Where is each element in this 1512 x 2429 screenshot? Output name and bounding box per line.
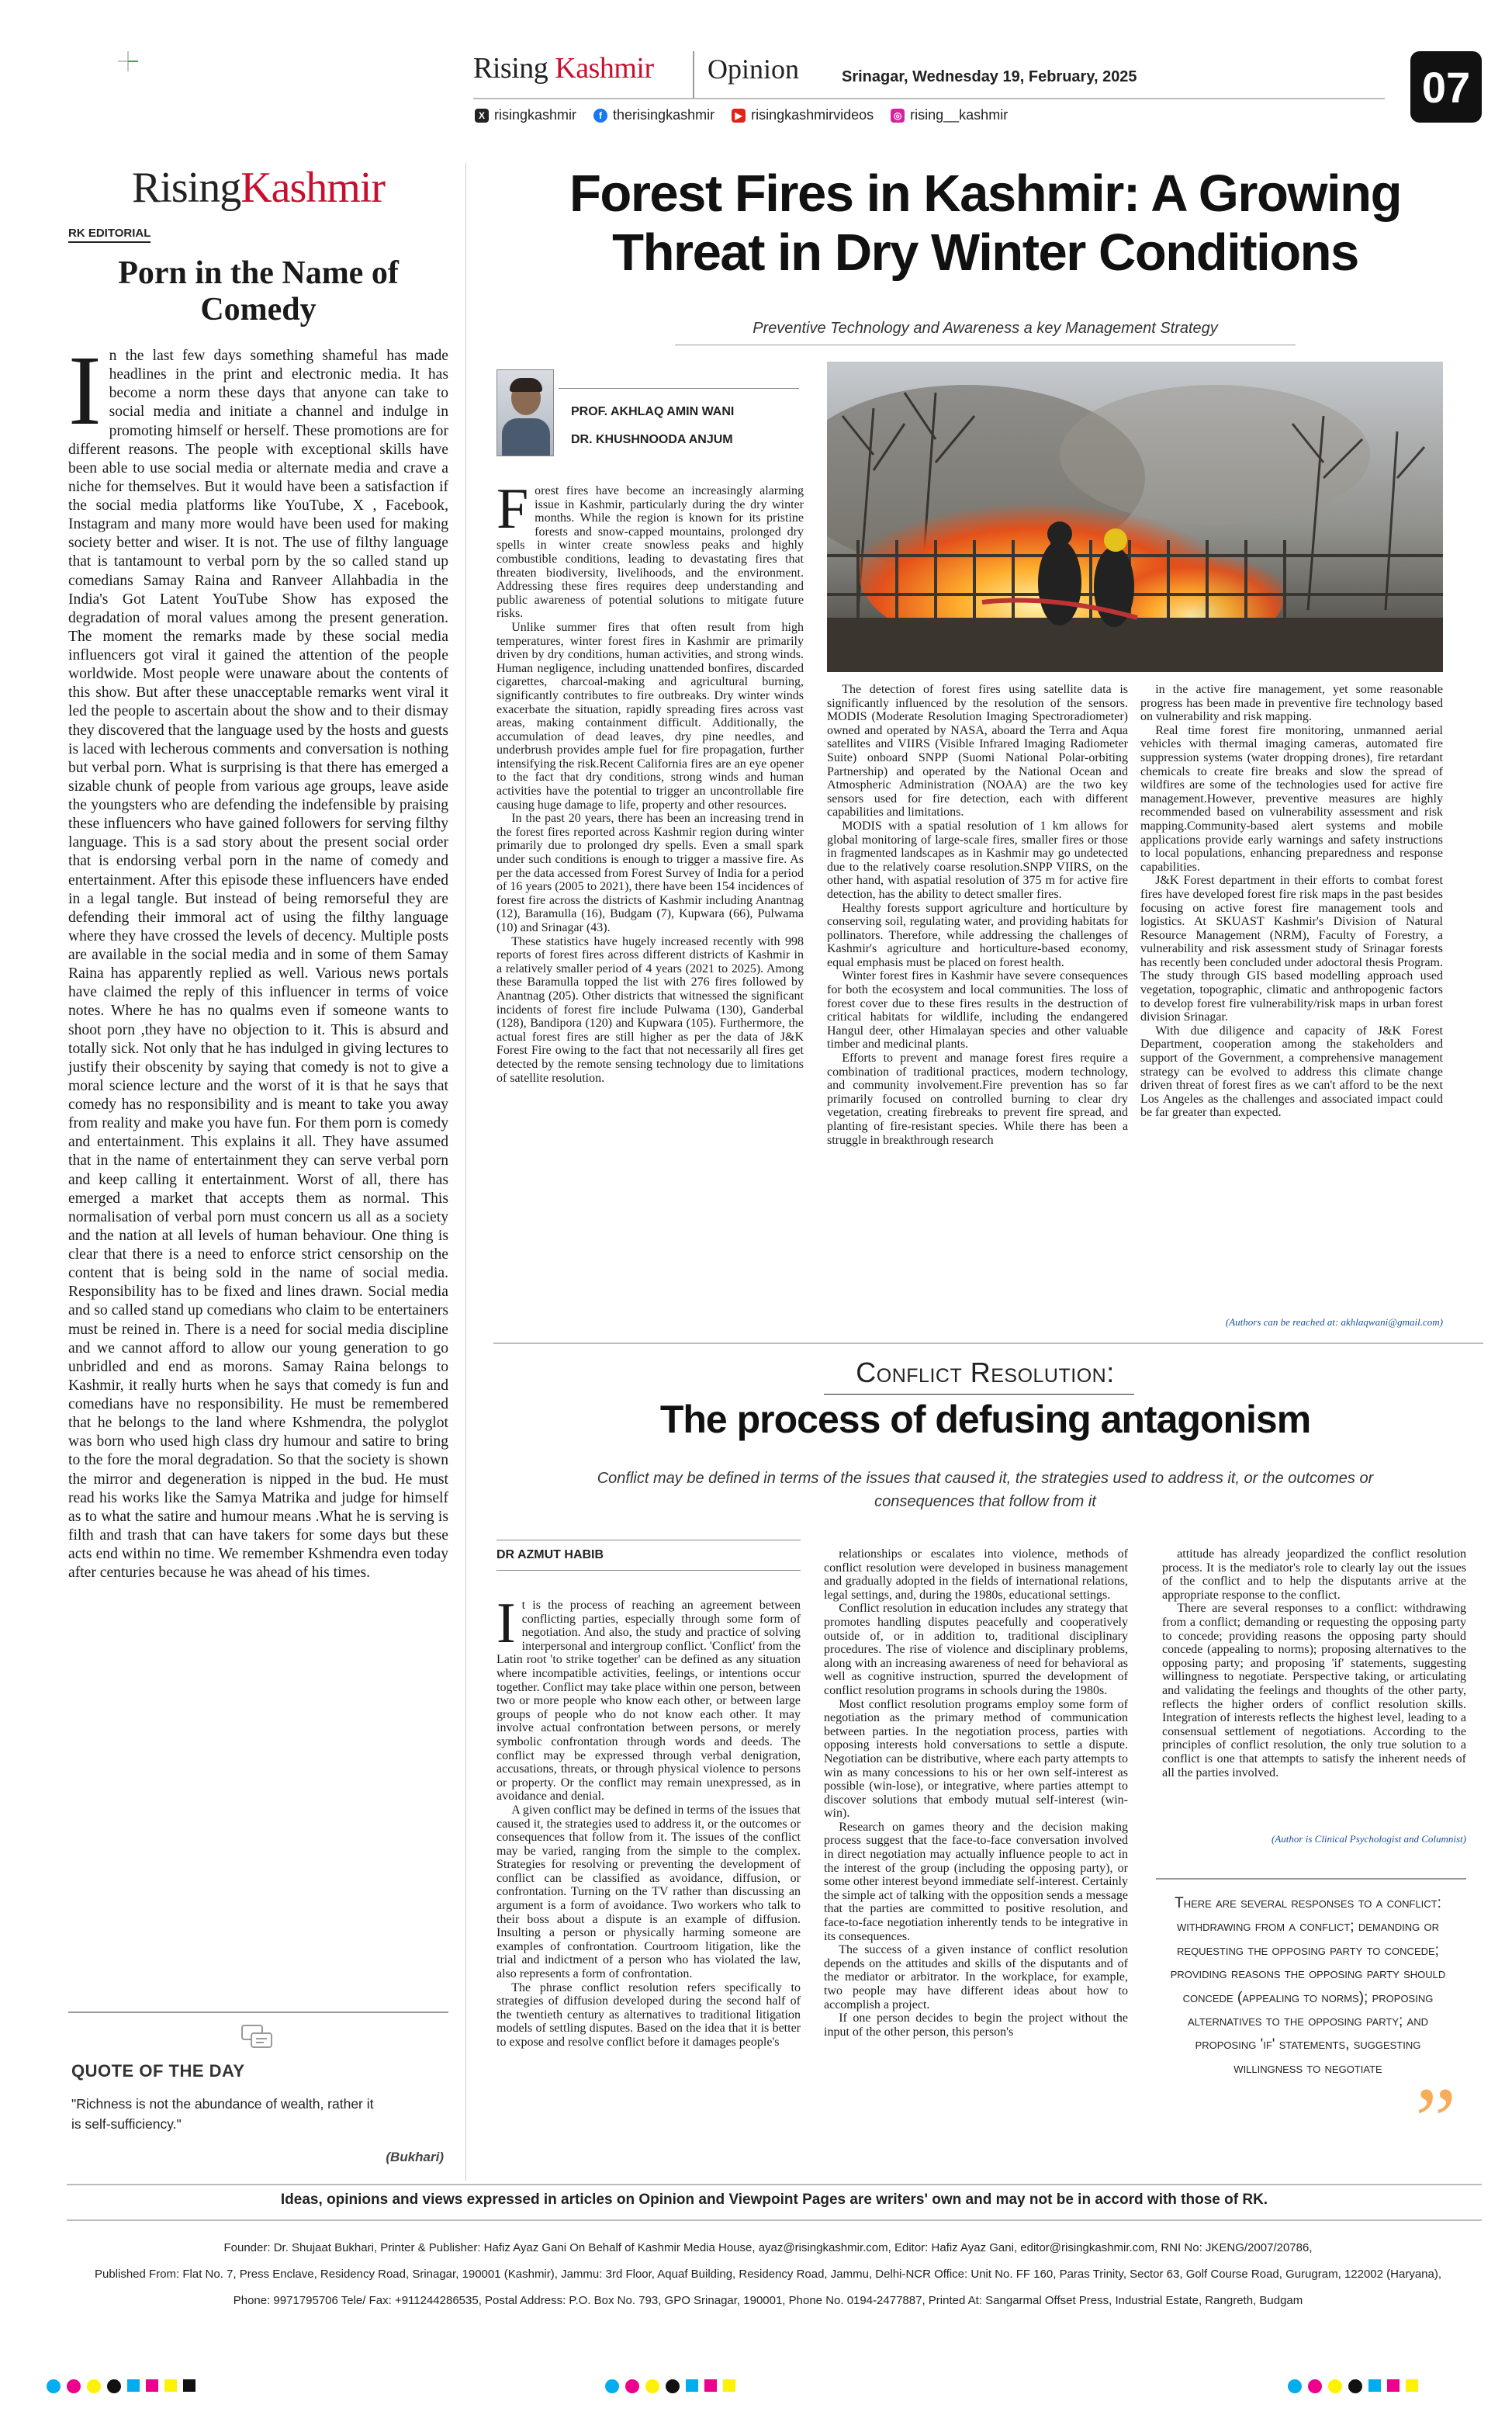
speech-bubble-icon: [240, 2024, 275, 2052]
social-x[interactable]: X risingkashmir: [475, 107, 576, 123]
second-headline: The process of defusing antagonism: [659, 1398, 1311, 1441]
social-facebook[interactable]: f therisingkashmir: [593, 107, 714, 123]
editorial-column: [68, 163, 448, 1582]
quote-title: QUOTE OF THE DAY: [71, 2061, 245, 2081]
facebook-icon: f: [593, 109, 607, 123]
social-instagram[interactable]: ◎ rising__kashmir: [891, 107, 1008, 123]
author-photo: [497, 369, 554, 456]
kicker-underline: [824, 1394, 1134, 1395]
imprint-line-1: Founder: Dr. Shujaat Bukhari, Printer & Publisher: Hafiz Ayaz Gani On Behalf of Kashmir Media House, ayaz@risingkashmir.com, Editor: Hafiz Ayaz Gani, editor@risingkashmir.com, RNI No: JKENG/2007/20786,: [223, 2241, 1313, 2254]
footer-disclaimer: Ideas, opinions and views expressed in articles on Opinion and Viewpoint Pages are writers' own and may not be in accord with those of RK.: [280, 2192, 1268, 2208]
social-youtube[interactable]: ▶ risingkashmirvideos: [732, 107, 874, 123]
page-number: 07: [1410, 51, 1482, 123]
paragraph: orest fires have become an increasingly alarming issue in Kashmir, particularly during the dry winter months. While the region is known for its pristine forests and snow-capped mountains, prolonged dry spells in winter create snowless peaks and highly combustible conditions, leading to devastating fires that threaten biodiversity, livelihoods, and the environment. Addressing these fires requires deep understanding and public awareness of potential solutions to mitigate future risks.: [497, 484, 804, 621]
paragraph: In the past 20 years, there has been an increasing trend in the forest fires reported across Kashmir region during winter primarily due to prolonged dry spells. Even a small spark under such conditions is enough to trigger a massive fire. As per the data accessed from Forest Survey of India for a period of 16 years (2005 to 2021), there have been 154 incidences of forest fire across the districts of Kashmir including Anantnag (12), Baramulla (16), Budgam (7), Kupwara (66), Pulwama (10) and Srinagar (43).: [497, 812, 804, 934]
paragraph: The detection of forest fires using satellite data is significantly influenced by the resolution of the sensors. MODIS (Moderate Resolution Imaging Spectroradiometer) owned and operated by NASA, aboard the Terra and Aqua satellites and VIIRS (Visible Infrared Imaging Radiometer Suite) onboard SNPP (Suomi National Polar-orbiting Partnership) and operated by the National Ocean and Atmospheric Administration (NOAA) are the two key sensors used for fire detection, each with different capabilities and limitations.: [827, 683, 1128, 819]
editorial-dropcap: I: [68, 335, 102, 446]
column-divider: [465, 163, 466, 2181]
instagram-icon: ◎: [891, 109, 905, 123]
header-divider: [693, 51, 694, 98]
lead-column-3: [1140, 683, 1443, 1319]
print-color-bar-left: [47, 2379, 195, 2393]
editorial-tag: RK EDITORIAL: [68, 227, 151, 243]
second-byline-block: [497, 1540, 801, 1571]
social-links: [475, 107, 1008, 123]
paragraph: The success of a given instance of conflict resolution depends on the attitudes and skills of the disputants and of the mediator or arbitrator. In the workplace, for example, two people may have different ideas about how to accomplish a project.: [824, 1943, 1128, 2011]
lead-deck: Preventive Technology and Awareness a key Management Strategy: [753, 320, 1218, 337]
paragraph: A given conflict may be defined in terms of the issues that caused it, the strategies used to address it, or the outcomes or consequences that follow from it. The issues of the conflict may be varied, ranging from the simple to the complex. Strategies for resolving or preventing the development of conflict can be classified as avoidance, diffusion, or confrontation. Turning on the TV rather than discussing an argument is a form of avoidance. Two workers who talk to their boss about a dispute is an example of diffusion. Insulting a person or physically harming someone are examples of confrontation. Courtroom litigation, like the trial and indictment of a person who has violated the law, also represents a form of confrontation.: [497, 1803, 801, 1981]
paragraph: Conflict resolution in education includes any strategy that promotes handling disputes peacefully and cooperatively outside of, or in addition to, traditional disciplinary procedures. The rise of violence and disciplinary problems, along with an increasing awareness of need for behavioral as well as cognitive instruction, spurred the development of conflict resolution programs in schools during the 1980s.: [824, 1602, 1128, 1697]
lead-col1-text: [497, 484, 804, 1085]
paragraph: t is the process of reaching an agreement between conflicting parties, especially through some form of negotiation. And also, the study and practice of solving interpersonal and intergroup conflict. 'Conflict' from the Latin root 'to strike together' can be defined as any situation where incompatible activities, feelings, or intentions occur together. Conflict may take place within one person, between two or more people who know each other, or between large groups of people who do not know each other. It may involve actual confrontation between persons, or merely symbolic confrontation through words and deeds. The conflict may be expressed through verbal denigration, accusations, threats, or through physical violence to persons or property. Or the conflict may remain unexpressed, as in avoidance and denial.: [497, 1599, 801, 1804]
paragraph: Healthy forests support agriculture and horticulture by conserving soil, regulating water, and providing habitats for pollinators. Therefore, while addressing the challenges of Kashmir's agriculture and horticulture-based economy, equal emphasis must be placed on forest health.: [827, 901, 1128, 969]
second-column-1: [497, 1599, 801, 2188]
second-column-3: [1162, 1547, 1466, 1828]
masthead-logo: Rising Kashmir: [473, 52, 654, 85]
dateline: Srinagar, Wednesday 19, February, 2025: [842, 68, 1137, 85]
paragraph: attitude has already jeopardized the conflict resolution process. It is the mediator's role to clearly lay out the issues of the conflict and to help the disputants arrive at the appropriate response to the conflict.: [1162, 1547, 1466, 1602]
lead-author-credit: (Authors can be reached at: akhlaqwani@gmail.com): [1225, 1316, 1443, 1328]
second-deck: Conflict may be defined in terms of the issues that caused it, the strategies used to address it, or the outcomes or consequences that follow from it: [597, 1470, 1374, 1510]
author-name-2: DR. KHUSHNOODA ANJUM: [571, 433, 733, 446]
paragraph: With due diligence and capacity of J&K Forest Department, cooperation among the stakeholders and support of the Government, a comprehensive management strategy can be evolved to address this climate change driven threat of forest fires as we can't afford to be the next Los Angeles as the challenges and associated impact could be far greater than expected.: [1140, 1024, 1443, 1120]
print-color-bar-right: [1288, 2379, 1418, 2393]
paragraph: The phrase conflict resolution refers specifically to strategies of diffusion developed during the second half of the twentieth century as alternatives to traditional litigation models of settling disputes. Based on the idea that it is better to expose and resolve conflict before it damages people's: [497, 1980, 801, 2049]
second-author-credit: (Author is Clinical Psychologist and Columnist): [1272, 1833, 1466, 1845]
lead-dropcap: F: [497, 484, 529, 541]
lead-headline: Forest Fires in Kashmir: A Growing Threat in Dry Winter Conditions: [569, 165, 1402, 282]
quote-text: "Richness is not the abundance of wealth, rather it is self-sufficiency.": [71, 2096, 374, 2133]
lead-column-2: [827, 683, 1128, 1335]
editorial-logo: RisingKashmir: [131, 164, 386, 212]
imprint-line-3: Phone: 9971795706 Tele/ Fax: +911244286535, Postal Address: P.O. Box No. 793, GPO Srinagar, 190001, Phone No. 0194-2477887, Printed At: Sangarmal Offset Press, Industrial Estate, Rangreth, Budgam: [233, 2294, 1303, 2307]
youtube-icon: ▶: [732, 109, 746, 123]
footer-rule-2: [67, 2219, 1482, 2221]
imprint-line-2: Published From: Flat No. 7, Press Enclave, Residency Road, Srinagar, 190001 (Kashmir), Jammu: 3rd Floor, Aquaf Building, Residency Road, Jammu, Delhi-NCR Office: Unit No. FF 160, Paras Trinity, Sector 63, Golf Course Road, Gurugram, 122002 (Haryana),: [94, 2268, 1442, 2281]
lead-column-1: [497, 484, 804, 1493]
paragraph: J&K Forest department in their efforts to combat forest fires have developed forest fire risk maps in the past besides focusing on active forest fire management tools and logistics. At SKUAST Kashmir's Division of Natural Resource Management (NRM), Faculty of Forestry, a vulnerability and risk assessment study of Srinagar forests has recently been concluded under adoctoral thesis Program. The study through GIS based modelling approach used vegetation, topographic, climatic and anthropogenic factors to develop forest fire vulnerability/risk maps in urban forest division Srinagar.: [1140, 874, 1443, 1024]
editorial-text: n the last few days something shameful has made headlines in the print and electronic media. It has become a norm these days that anyone can take to social media and initiate a channel and indulge in promoting himself or herself. These promotions are for different reasons. The people with exceptional skills have been able to use social media or alternate media and crave a niche for themselves. But it would have been a satisfaction if the social media platforms like YouTube, X , Facebook, Instagram and many more would have been used for making society better and wiser. It is not. The use of filthy language that is tantamount to verbal porn by the so called stand up comedians Samay Raina and Ranveer Allahbadia in the India's Got Latent YouTube Show has exposed the degradation of moral values among the present generation. The moment the remarks made by these social media influencers got viral it gained the attention of the people worldwide. Most people were unaware about the contents of this show. But after these unacceptable remarks went viral it led the people to ascertain about the show and to their dismay they discovered that the language used by the hosts and guests is laced with lecherous comments and conversation is nothing but verbal porn. What is surprising is that there has emerged a sizable chunk of people from various age groups, leave aside the youngsters who are defending the indefensible by praising these influencers who have gained followers for serving filthy language. This is a sad story about the present social order that is endorsing verbal porn in the name of comedy and entertainment. After this episode these influencers have ended in a legal tangle. But instead of being remorseful they are defending their immoral act of using the filthy language where they have crossed the levels of decency. Multiple posts are available in the social media and in some of them Samay Raina has apparently replied as well. Various news portals have claimed the reply of this influencer in terms of voice notes. Where he has no qualms even if someone wants to shoot porn ,they have no objection to it. This is absurd and totally sick. Not only that he has indulged in giving lectures to justify their obscenity by saying that comedy is not to give a moral science lecture and the worst of it is that he says that comedy has no responsibility and is meant to take you away from reality and make you have fun. For them porn is comedy and entertainment. This explains it all. They have assumed that in the name of entertainment they can serve verbal porn and keep calling it entertainment. Worst of all, there has emerged a market that accepts them as normal. This normalisation of verbal porn must concern us all as a society and the nation at all levels of human behaviour. One thing is clear that there is a need to enforce strict censorship on the content that is being sold in the name of social media. Responsibility has to be fixed and lines drawn. Social media and so called stand up comedians who claim to be entertainers must be reined in. There is a need for social media discipline and we cannot afford to allow our young generation to go unbridled and end as morons. Samay Raina belongs to Kashmir, it really hurts when he says that comedy is fun and comedians have no responsibility. He must be remembered that he belongs to the land where Kshmendra, the polyglot was born who used high class dry humour and satire to bring to the fore the moral degradation. So that the society is shown the mirror and degeneration is nipped in the bud. He must read his works like the Samya Matrika and judge for himself as to what the satire and humour means .What he is serving is filth and trash that can have takers for some days but these acts end within no time. We remember Kshmendra even today after centuries because he was ahead of his times.: [68, 348, 448, 1582]
paragraph: relationships or escalates into violence, methods of conflict resolution were developed in business management and gradually adopted in the fields of international relations, legal settings, and, during the 1980s, educational settings.: [824, 1547, 1128, 1602]
paragraph: MODIS with a spatial resolution of 1 km allows for global monitoring of large-scale fires, smaller fires or those in fragmented landscapes as in Kashmir may go undetected due to the relatively coarse resolution.SNPP VIIRS, on the other hand, with aspatial resolution of 375 m for active fire detection, has the ability to detect smaller fires.: [827, 819, 1128, 901]
section-rule: [493, 1343, 1483, 1344]
print-color-bar-center: [605, 2379, 735, 2393]
quote-attribution: (Bukhari): [386, 2150, 444, 2164]
registration-mark-icon: [116, 50, 140, 73]
paragraph: in the active fire management, yet some reasonable progress has been made in preventive fire technology based on vulnerability and risk mapping.: [1140, 683, 1443, 724]
paragraph: There are several responses to a conflict: withdrawing from a conflict; demanding or requesting the opposing party to concede; providing reasons the opposing party should concede (appealing to norms); proposing alternatives to the opposing party; and proposing 'if' statements, suggesting willingness to negotiate. Perspective taking, or articulating and validating the feelings and thoughts of the other party, reflects the higher orders of conflict resolution skills. Integration of interests reflects the highest level, leading to a consensual settlement of negotiations. According to the principles of conflict resolution, the only true solution to a conflict is one that attempts to satisfy the inherent needs of all the parties involved.: [1162, 1602, 1466, 1779]
pull-quote-box: [1156, 1878, 1466, 2178]
paragraph: If one person decides to begin the project without the input of the other person, this person's: [824, 2011, 1128, 2039]
author-name-1: PROF. AKHLAQ AMIN WANI: [571, 405, 735, 418]
paragraph: Most conflict resolution programs employ some form of negotiation as the primary method of communication between parties. In the negotiation process, parties with opposing interests hold conversations to settle a dispute. Negotiation can be distributive, where each party attempts to win as many concessions to his or her own self-interest as possible (win-lose), or integrative, where parties attempt to discover solutions that embody mutual self-interest (win-win).: [824, 1697, 1128, 1821]
editorial-title: Porn in the Name of Comedy: [118, 255, 399, 328]
paragraph: Efforts to prevent and manage forest fires require a combination of traditional practices, modern technology, and community involvement.Fire prevention has so far primarily focused on controlled burning to clear dry vegetation, creating firebreaks to prevent fire spread, and planting of fire-resistant species. While there has been a struggle in breakthrough research: [827, 1052, 1128, 1147]
second-kicker: Conflict Resolution:: [856, 1357, 1115, 1388]
paragraph: Research on games theory and the decision making process suggest that the face-to-face conversation involved in direct negotiation may actually influence people to act in the interest of the group (including the opposing party), or some other interest beyond immediate self-interest. Certainly the simple act of talking with the opposition sends a message that the parties are committed to positive resolution, and face-to-face negotiation inherently tends to be integrative in its consequences.: [824, 1820, 1128, 1943]
paragraph: Winter forest fires in Kashmir have severe consequences for both the ecosystem and local communities. The loss of forest cover due to these fires results in the destruction of critical habitats for wildlife, including the endangered Hangul deer, other Himalayan species and other valuable timber and medicinal plants.: [827, 969, 1128, 1052]
pull-quote: There are several responses to a conflict: withdrawing from a conflict; demanding or requesting the opposing party to concede; providing reasons the opposing party should concede (appealing to norms); proposing alternatives to the opposing party; and proposing 'if' statements, suggesting willingness to negotiate: [1170, 1895, 1446, 2077]
paragraph: These statistics have hugely increased recently with 998 reports of forest fires across different districts of Kashmir in a relatively smaller period of 4 years (2021 to 2025). Among these Baramulla topped the list with 276 fires followed by Anantnag (205). Other districts that witnessed the significant incidents of forest fire include Pulwama (130), Ganderbal (128), Bandipora (120) and Kupwara (105). Furthermore, the actual forest fires are still higher as per the data of J&K Forest Fire owing to the fact that not necessarily all fires get detected by the remote sensing technology due to limitations of satellite resolution.: [497, 934, 804, 1085]
second-col1-text: [497, 1599, 801, 2050]
second-byline: DR AZMUT HABIB: [497, 1548, 604, 1561]
footer-rule: [67, 2184, 1482, 2185]
paragraph: Unlike summer fires that often result from high temperatures, winter forest fires in Kashmir are primarily driven by dry conditions, human activities, and strong winds. Human negligence, including unattended bonfires, discarded cigarettes, charcoal-making and agricultural burning, significantly contributes to fire outbreaks. Dry winter winds exacerbate the situation, rapidly spreading fires across vast areas, making containment difficult. Additionally, the accumulation of dead leaves, dry pine needles, and underbrush provides ample fuel for fire propagation, further intensifying the risk.Recent California fires are an eye opener to the fact that dry conditions, strong winds and human activities have the potential to trigger an uncontrollable fire causing huge damage to life, property and other resources.: [497, 620, 804, 812]
x-icon: X: [475, 109, 489, 123]
section-name: Opinion: [708, 54, 800, 85]
pull-quote-mark-icon: ”: [1415, 2068, 1457, 2171]
forest-fire-photo: [827, 362, 1443, 672]
second-dropcap: I: [497, 1599, 516, 1655]
paragraph: Real time forest fire monitoring, unmanned aerial vehicles with thermal imaging cameras, automated fire suppression systems (water dropping drones), fire retardant chemicals to create fire breaks and slow the spread of wildfires are some of the technologies used for active fire management.However, preventive measures are highly recommended based on vulnerability assessment and risk mapping.Community-based alert systems and mobile applications provide early warnings and safety instructions to local populations, enhancing preparedness and response capabilities.: [1140, 723, 1443, 874]
header-rule: [473, 98, 1385, 99]
second-column-2: [824, 1547, 1128, 2188]
editorial-body: [68, 335, 448, 1582]
quote-of-the-day: [68, 2011, 448, 2178]
author-rule: [559, 388, 799, 389]
